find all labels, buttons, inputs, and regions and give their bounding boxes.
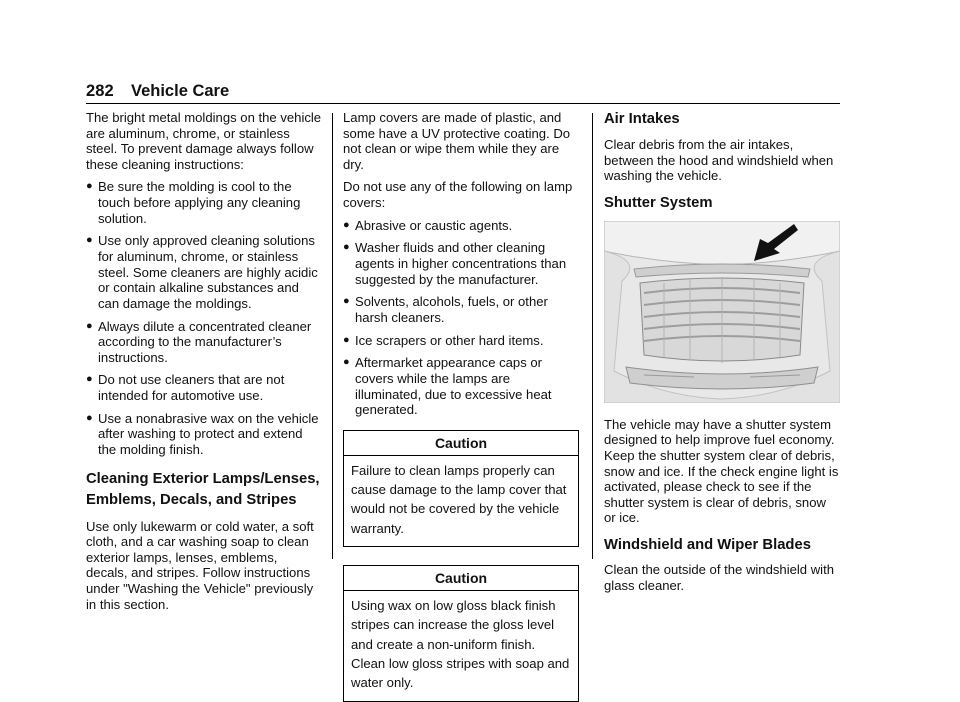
column-2 bbox=[343, 110, 579, 702]
page-number: 282 bbox=[86, 82, 114, 100]
heading-air-intakes: Air Intakes bbox=[604, 111, 680, 127]
moldings-intro: The bright metal moldings on the vehicle are aluminum, chrome, or stainless steel. To prevent damage always follow these cleaning instructions: bbox=[86, 110, 322, 172]
list-item: ● Always dilute a concentrated cleaner according to the manufacturer’s instructions. bbox=[86, 318, 312, 365]
bullet-icon: ● bbox=[86, 319, 93, 332]
column-1 bbox=[86, 110, 322, 612]
bullet-icon: ● bbox=[343, 356, 350, 369]
cleaning-exterior-para: Use only lukewarm or cold water, a soft cloth, and a car washing soap to clean exterior lamps, lenses, emblems, decals, and stripes. Follow instructions under "Washing the Vehicle" previously in this section. bbox=[86, 518, 314, 612]
section-title: Vehicle Care bbox=[131, 82, 230, 100]
heading-windshield-wiper: Windshield and Wiper Blades bbox=[604, 536, 811, 553]
list-item: ● Be sure the molding is cool to the touch before applying any cleaning solution. bbox=[86, 179, 301, 226]
bullet-icon: ● bbox=[86, 373, 93, 386]
list-item: ● Use only approved cleaning solutions for aluminum, chrome, or stainless steel. Some cleaners are highly acidic or contain alkaline substances and can damage the moldings. bbox=[86, 233, 318, 311]
bullet-icon: ● bbox=[343, 241, 350, 254]
bullet-icon: ● bbox=[343, 333, 350, 346]
lamp-covers-bullet-list bbox=[343, 218, 579, 418]
bullet-icon: ● bbox=[86, 411, 93, 424]
bullet-icon: ● bbox=[86, 234, 93, 247]
column-3 bbox=[604, 110, 840, 593]
bullet-icon: ● bbox=[343, 218, 350, 231]
page-header bbox=[86, 82, 840, 104]
caution-box-lamps bbox=[343, 430, 579, 547]
list-item: ● Washer fluids and other cleaning agents in higher concentrations than suggested by the manufacturer. bbox=[343, 240, 567, 287]
lamp-covers-warning-intro: Do not use any of the following on lamp covers: bbox=[343, 179, 573, 210]
vehicle-grille-illustration bbox=[604, 221, 840, 403]
caution-body: Using wax on low gloss black finish stripes can increase the gloss level and create a non-uniform finish. Clean low gloss stripes with soap and water only. bbox=[351, 598, 570, 691]
list-item: ● Abrasive or caustic agents. bbox=[343, 217, 513, 233]
caution-box-stripes bbox=[343, 565, 579, 701]
caution-body: Failure to clean lamps properly can cause damage to the lamp cover that would not be covered by the vehicle warranty. bbox=[351, 462, 567, 536]
list-item: ● Ice scrapers or other hard items. bbox=[343, 332, 544, 348]
air-intakes-para: Clear debris from the air intakes, between the hood and windshield when washing the vehicle. bbox=[604, 137, 834, 184]
lamp-covers-para: Lamp covers are made of plastic, and some have a UV protective coating. Do not clean or wipe them while they are dry. bbox=[343, 110, 571, 172]
list-item: ● Aftermarket appearance caps or covers while the lamps are illuminated, due to excessive heat generated. bbox=[343, 355, 552, 418]
column-divider-2 bbox=[592, 113, 593, 559]
shutter-system-para: The vehicle may have a shutter system designed to help improve fuel economy. Keep the shutter system clear of debris, snow and ice. If the check engine light is activated, please check to see if the shutter system is clear of debris, snow or ice. bbox=[604, 416, 839, 526]
windshield-para: Clean the outside of the windshield with glass cleaner. bbox=[604, 561, 835, 593]
bullet-icon: ● bbox=[343, 295, 350, 308]
list-item: ● Solvents, alcohols, fuels, or other harsh cleaners. bbox=[343, 294, 548, 325]
caution-title: Caution bbox=[344, 431, 578, 456]
header-rule bbox=[86, 103, 840, 104]
caution-title: Caution bbox=[344, 566, 578, 591]
bullet-icon: ● bbox=[86, 180, 93, 193]
column-divider-1 bbox=[332, 113, 333, 559]
heading-shutter-system: Shutter System bbox=[604, 194, 713, 211]
shutter-system-figure bbox=[604, 221, 840, 403]
moldings-bullet-list bbox=[86, 179, 322, 457]
list-item: ● Use a nonabrasive wax on the vehicle after washing to protect and extend the molding finish. bbox=[86, 410, 319, 458]
heading-cleaning-exterior-lamps: Cleaning Exterior Lamps/Lenses, Emblems, Decals, and Stripes bbox=[86, 470, 320, 508]
list-item: ● Do not use cleaners that are not intended for automotive use. bbox=[86, 372, 285, 404]
